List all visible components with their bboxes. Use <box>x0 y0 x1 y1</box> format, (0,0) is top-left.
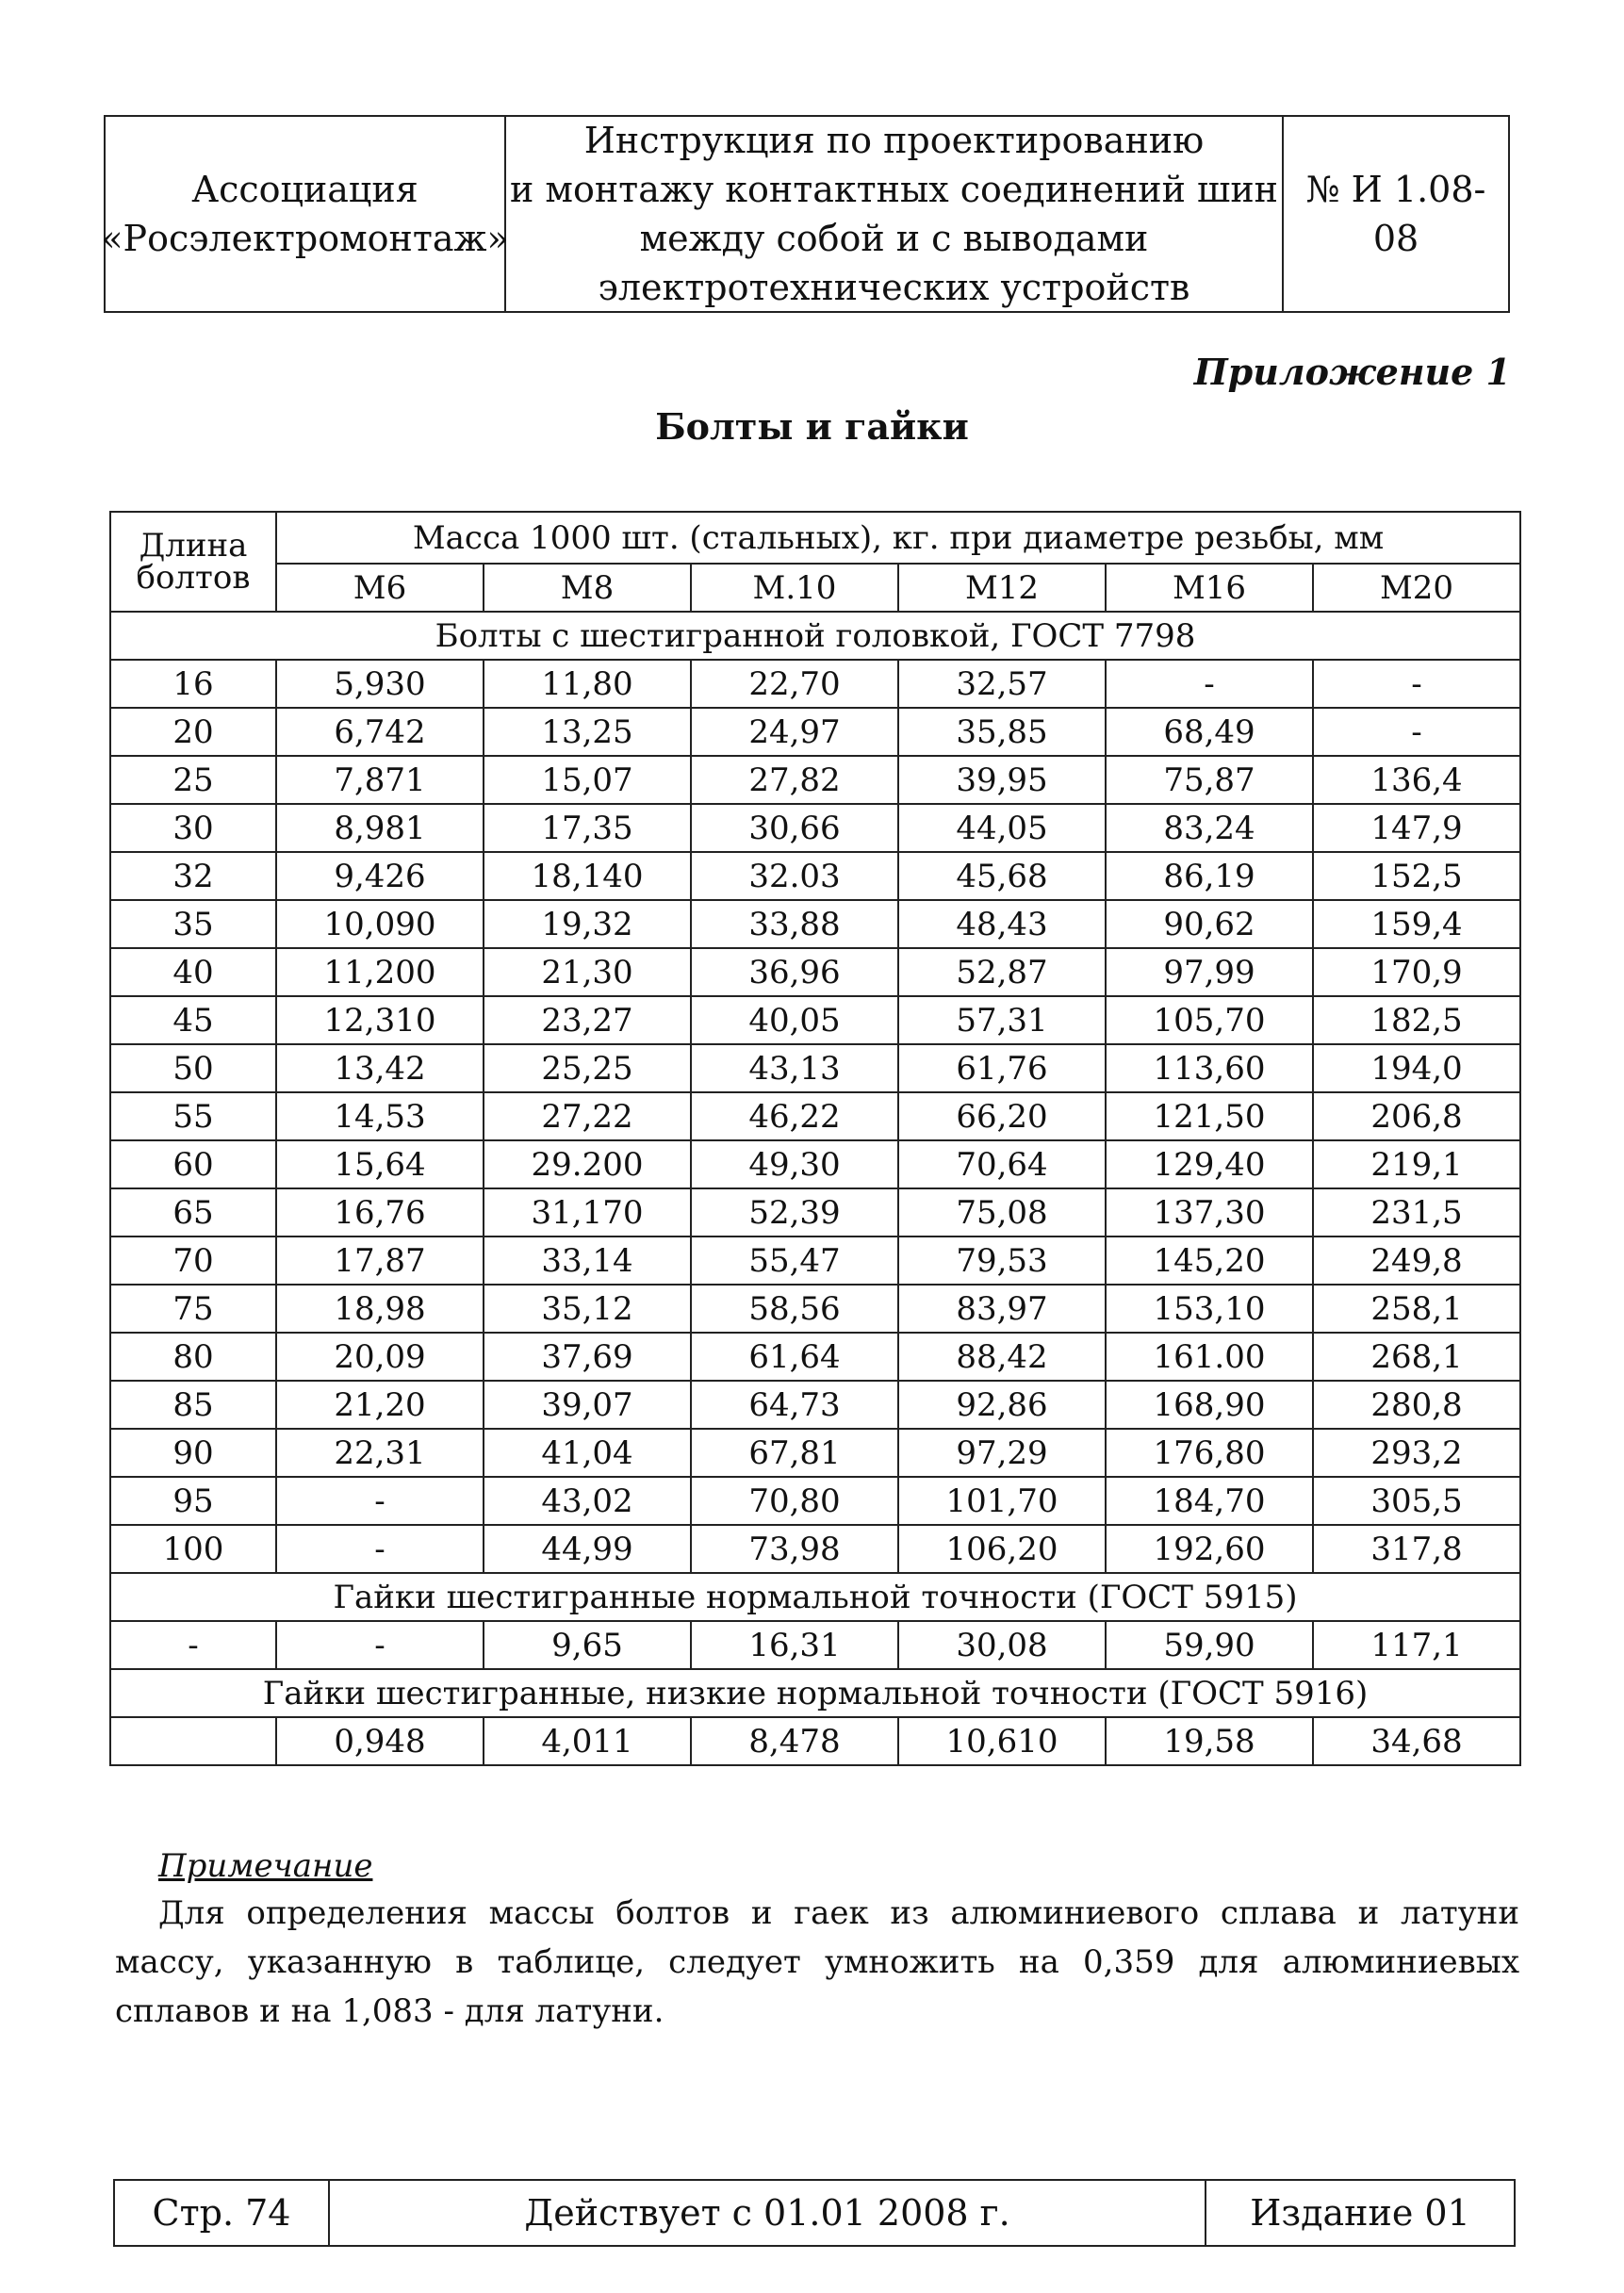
bolts-nuts-table <box>109 511 1521 1766</box>
table-cell: - <box>1313 708 1520 756</box>
table-cell: 27,22 <box>484 1092 691 1140</box>
table-cell: 6,742 <box>276 708 484 756</box>
document-header <box>101 115 1510 313</box>
table-cell: 37,69 <box>484 1333 691 1381</box>
appendix-label: Приложение 1 <box>1193 351 1511 393</box>
table-cell: 75,08 <box>898 1188 1106 1237</box>
table-row-bolt <box>110 900 1520 948</box>
table-cell: 27,82 <box>691 756 898 804</box>
table-row-bolt <box>110 1285 1520 1333</box>
table-cell: 11,80 <box>484 660 691 708</box>
table-cell: 44,99 <box>484 1525 691 1573</box>
bolt-length-cell: 20 <box>110 708 276 756</box>
table-row-nuts-low <box>110 1717 1520 1765</box>
table-cell: 305,5 <box>1313 1477 1520 1525</box>
table-cell: 105,70 <box>1106 996 1313 1044</box>
table-row-bolt <box>110 756 1520 804</box>
table-cell: 16,76 <box>276 1188 484 1237</box>
table-cell: 13,42 <box>276 1044 484 1092</box>
bolt-length-cell: 75 <box>110 1285 276 1333</box>
section-title-bolts: Болты с шестигранной головкой, ГОСТ 7798 <box>110 612 1520 660</box>
bolt-length-cell: 50 <box>110 1044 276 1092</box>
document-title-line: между собой и с выводами <box>639 218 1149 259</box>
table-cell: 33,14 <box>484 1237 691 1285</box>
bolt-length-cell: 80 <box>110 1333 276 1381</box>
table-cell: 136,4 <box>1313 756 1520 804</box>
bolt-length-cell: 85 <box>110 1381 276 1429</box>
table-row-bolt <box>110 1140 1520 1188</box>
table-cell: 17,35 <box>484 804 691 852</box>
bolt-length-cell: 65 <box>110 1188 276 1237</box>
table-cell: 25,25 <box>484 1044 691 1092</box>
section-row-bolts <box>110 612 1520 660</box>
bolt-length-cell: 60 <box>110 1140 276 1188</box>
table-cell: 55,47 <box>691 1237 898 1285</box>
table-cell: 192,60 <box>1106 1525 1313 1573</box>
column-header-size: М.10 <box>691 564 898 612</box>
table-row-bolt <box>110 1525 1520 1573</box>
table-cell: 18,140 <box>484 852 691 900</box>
table-cell: 17,87 <box>276 1237 484 1285</box>
table-cell: 39,95 <box>898 756 1106 804</box>
bolt-length-cell: 16 <box>110 660 276 708</box>
table-cell: 67,81 <box>691 1429 898 1477</box>
table-cell: 16,31 <box>691 1621 898 1669</box>
table-cell: 121,50 <box>1106 1092 1313 1140</box>
table-cell: 23,27 <box>484 996 691 1044</box>
table-cell: 48,43 <box>898 900 1106 948</box>
table-cell: 18,98 <box>276 1285 484 1333</box>
table-cell: 43,02 <box>484 1477 691 1525</box>
table-cell: 8,478 <box>691 1717 898 1765</box>
table-cell: 11,200 <box>276 948 484 996</box>
table-cell: 21,20 <box>276 1381 484 1429</box>
column-header-length: Длина болтов <box>110 512 276 612</box>
table-cell: 280,8 <box>1313 1381 1520 1429</box>
table-cell: 7,871 <box>276 756 484 804</box>
table-cell: 137,30 <box>1106 1188 1313 1237</box>
table-cell: 41,04 <box>484 1429 691 1477</box>
table-row-bolt <box>110 1333 1520 1381</box>
table-cell: - <box>110 1621 276 1669</box>
table-cell: 24,97 <box>691 708 898 756</box>
table-cell: 194,0 <box>1313 1044 1520 1092</box>
table-cell: 58,56 <box>691 1285 898 1333</box>
table-cell: 5,930 <box>276 660 484 708</box>
table-cell: 15,07 <box>484 756 691 804</box>
bolt-length-cell: 70 <box>110 1237 276 1285</box>
column-header-size: М12 <box>898 564 1106 612</box>
table-cell: 88,42 <box>898 1333 1106 1381</box>
document-number: № И 1.08-08 <box>1305 169 1486 259</box>
note-title: Примечание <box>158 1847 373 1885</box>
table-cell: 40,05 <box>691 996 898 1044</box>
table-cell: 293,2 <box>1313 1429 1520 1477</box>
table-cell: 20,09 <box>276 1333 484 1381</box>
table-cell: 159,4 <box>1313 900 1520 948</box>
table-cell: 219,1 <box>1313 1140 1520 1188</box>
bolt-length-cell: 100 <box>110 1525 276 1573</box>
table-cell: 34,68 <box>1313 1717 1520 1765</box>
table-cell: 92,86 <box>898 1381 1106 1429</box>
table-row-bolt <box>110 996 1520 1044</box>
bolt-length-cell: 95 <box>110 1477 276 1525</box>
table-size-header-row <box>110 564 1520 612</box>
table-cell: 152,5 <box>1313 852 1520 900</box>
table-cell: 8,981 <box>276 804 484 852</box>
table-cell: 45,68 <box>898 852 1106 900</box>
table-cell: 12,310 <box>276 996 484 1044</box>
bolt-length-cell: 30 <box>110 804 276 852</box>
table-row-bolt <box>110 1381 1520 1429</box>
table-cell: 59,90 <box>1106 1621 1313 1669</box>
section-title-nuts-low: Гайки шестигранные, низкие нормальной точности (ГОСТ 5916) <box>110 1669 1520 1717</box>
table-cell: 30,66 <box>691 804 898 852</box>
table-row-nuts-normal <box>110 1621 1520 1669</box>
table-cell: 170,9 <box>1313 948 1520 996</box>
table-cell: 52,39 <box>691 1188 898 1237</box>
table-cell: 46,22 <box>691 1092 898 1140</box>
table-row-bolt <box>110 804 1520 852</box>
table-cell: 106,20 <box>898 1525 1106 1573</box>
table-row-bolt <box>110 660 1520 708</box>
table-cell: 43,13 <box>691 1044 898 1092</box>
table-cell: - <box>276 1477 484 1525</box>
table-cell: 49,30 <box>691 1140 898 1188</box>
table-cell: 30,08 <box>898 1621 1106 1669</box>
table-cell: 129,40 <box>1106 1140 1313 1188</box>
table-row-bolt <box>110 1044 1520 1092</box>
table-cell: 9,426 <box>276 852 484 900</box>
table-cell: 13,25 <box>484 708 691 756</box>
table-cell: 52,87 <box>898 948 1106 996</box>
document-footer <box>113 2179 1516 2247</box>
table-cell: 83,97 <box>898 1285 1106 1333</box>
column-header-size: М20 <box>1313 564 1520 612</box>
note-text: Для определения массы болтов и гаек из алюминиевого сплава и латуни массу, указанную в таблице, следует умножить на 0,359 для алюминиевых сплавов и на 1,083 - для латуни. <box>115 1894 1519 2030</box>
table-cell: 145,20 <box>1106 1237 1313 1285</box>
table-cell: 86,19 <box>1106 852 1313 900</box>
table-cell: - <box>276 1525 484 1573</box>
table-cell: 73,98 <box>691 1525 898 1573</box>
table-cell: 206,8 <box>1313 1092 1520 1140</box>
table-cell: 4,011 <box>484 1717 691 1765</box>
table-cell: 31,170 <box>484 1188 691 1237</box>
bolt-length-cell: 25 <box>110 756 276 804</box>
table-row-bolt <box>110 948 1520 996</box>
document-title-cell <box>506 117 1284 311</box>
section-row-nuts-low <box>110 1669 1520 1717</box>
table-cell: 39,07 <box>484 1381 691 1429</box>
table-cell: 147,9 <box>1313 804 1520 852</box>
table-cell: 153,10 <box>1106 1285 1313 1333</box>
table-cell: 184,70 <box>1106 1477 1313 1525</box>
table-cell: 21,30 <box>484 948 691 996</box>
table-cell: 15,64 <box>276 1140 484 1188</box>
table-cell: - <box>1313 660 1520 708</box>
section-title-nuts-normal: Гайки шестигранные нормальной точности (ГОСТ 5915) <box>110 1573 1520 1621</box>
table-row-bolt <box>110 1188 1520 1237</box>
table-row-bolt <box>110 852 1520 900</box>
table-cell: 19,58 <box>1106 1717 1313 1765</box>
document-title-line: электротехнических устройств <box>598 267 1190 308</box>
table-row-bolt <box>110 1237 1520 1285</box>
table-cell: 14,53 <box>276 1092 484 1140</box>
table-cell: 61,76 <box>898 1044 1106 1092</box>
table-cell: 44,05 <box>898 804 1106 852</box>
organization-cell <box>101 117 509 311</box>
table-cell: - <box>1106 660 1313 708</box>
table-cell: 117,1 <box>1313 1621 1520 1669</box>
table-row-bolt <box>110 708 1520 756</box>
table-cell: 57,31 <box>898 996 1106 1044</box>
document-number-cell <box>1284 117 1508 311</box>
table-cell: 70,80 <box>691 1477 898 1525</box>
table-cell: 22,31 <box>276 1429 484 1477</box>
edition: Издание 01 <box>1250 2192 1470 2234</box>
column-group-header: Масса 1000 шт. (стальных), кг. при диаметре резьбы, мм <box>276 512 1520 564</box>
table-cell: 35,12 <box>484 1285 691 1333</box>
bolt-length-cell: 40 <box>110 948 276 996</box>
bolt-length-cell: 55 <box>110 1092 276 1140</box>
table-cell: 19,32 <box>484 900 691 948</box>
table-cell: 176,80 <box>1106 1429 1313 1477</box>
page-number: Стр. 74 <box>115 2181 330 2245</box>
table-cell: 64,73 <box>691 1381 898 1429</box>
table-row-bolt <box>110 1092 1520 1140</box>
table-cell <box>110 1717 276 1765</box>
section-row-nuts-normal <box>110 1573 1520 1621</box>
table-cell: 75,87 <box>1106 756 1313 804</box>
table-cell: 161.00 <box>1106 1333 1313 1381</box>
table-cell: 317,8 <box>1313 1525 1520 1573</box>
table-cell: - <box>276 1621 484 1669</box>
table-cell: 70,64 <box>898 1140 1106 1188</box>
document-title-line: Инструкция по проектированию <box>583 120 1205 161</box>
table-cell: 168,90 <box>1106 1381 1313 1429</box>
table-cell: 97,99 <box>1106 948 1313 996</box>
table-cell: 10,090 <box>276 900 484 948</box>
table-cell: 68,49 <box>1106 708 1313 756</box>
table-cell: 0,948 <box>276 1717 484 1765</box>
table-cell: 268,1 <box>1313 1333 1520 1381</box>
organization-line-1: Ассоциация <box>191 169 418 210</box>
bolt-length-cell: 90 <box>110 1429 276 1477</box>
table-row-bolt <box>110 1429 1520 1477</box>
column-header-size: М8 <box>484 564 691 612</box>
valid-from: Действует с 01.01 2008 г. <box>330 2181 1206 2245</box>
table-cell: 66,20 <box>898 1092 1106 1140</box>
table-cell: 32.03 <box>691 852 898 900</box>
table-cell: 258,1 <box>1313 1285 1520 1333</box>
column-header-size: М6 <box>276 564 484 612</box>
table-cell: 10,610 <box>898 1717 1106 1765</box>
table-cell: 35,85 <box>898 708 1106 756</box>
table-cell: 113,60 <box>1106 1044 1313 1092</box>
page-title: Болты и гайки <box>655 405 969 448</box>
bolt-length-cell: 32 <box>110 852 276 900</box>
table-cell: 231,5 <box>1313 1188 1520 1237</box>
organization-line-2: «Росэлектромонтаж» <box>101 218 509 259</box>
table-cell: 182,5 <box>1313 996 1520 1044</box>
table-cell: 101,70 <box>898 1477 1106 1525</box>
table-cell: 36,96 <box>691 948 898 996</box>
column-header-size: М16 <box>1106 564 1313 612</box>
table-cell: 97,29 <box>898 1429 1106 1477</box>
table-cell: 61,64 <box>691 1333 898 1381</box>
table-row-bolt <box>110 1477 1520 1525</box>
bolt-length-cell: 45 <box>110 996 276 1044</box>
table-cell: 29.200 <box>484 1140 691 1188</box>
table-cell: 83,24 <box>1106 804 1313 852</box>
document-title-line: и монтажу контактных соединений шин <box>510 169 1278 210</box>
table-cell: 249,8 <box>1313 1237 1520 1285</box>
table-cell: 22,70 <box>691 660 898 708</box>
table-header-row <box>110 512 1520 564</box>
table-cell: 79,53 <box>898 1237 1106 1285</box>
bolt-length-cell: 35 <box>110 900 276 948</box>
table-cell: 90,62 <box>1106 900 1313 948</box>
table-cell: 33,88 <box>691 900 898 948</box>
table-cell: 9,65 <box>484 1621 691 1669</box>
table-cell: 32,57 <box>898 660 1106 708</box>
